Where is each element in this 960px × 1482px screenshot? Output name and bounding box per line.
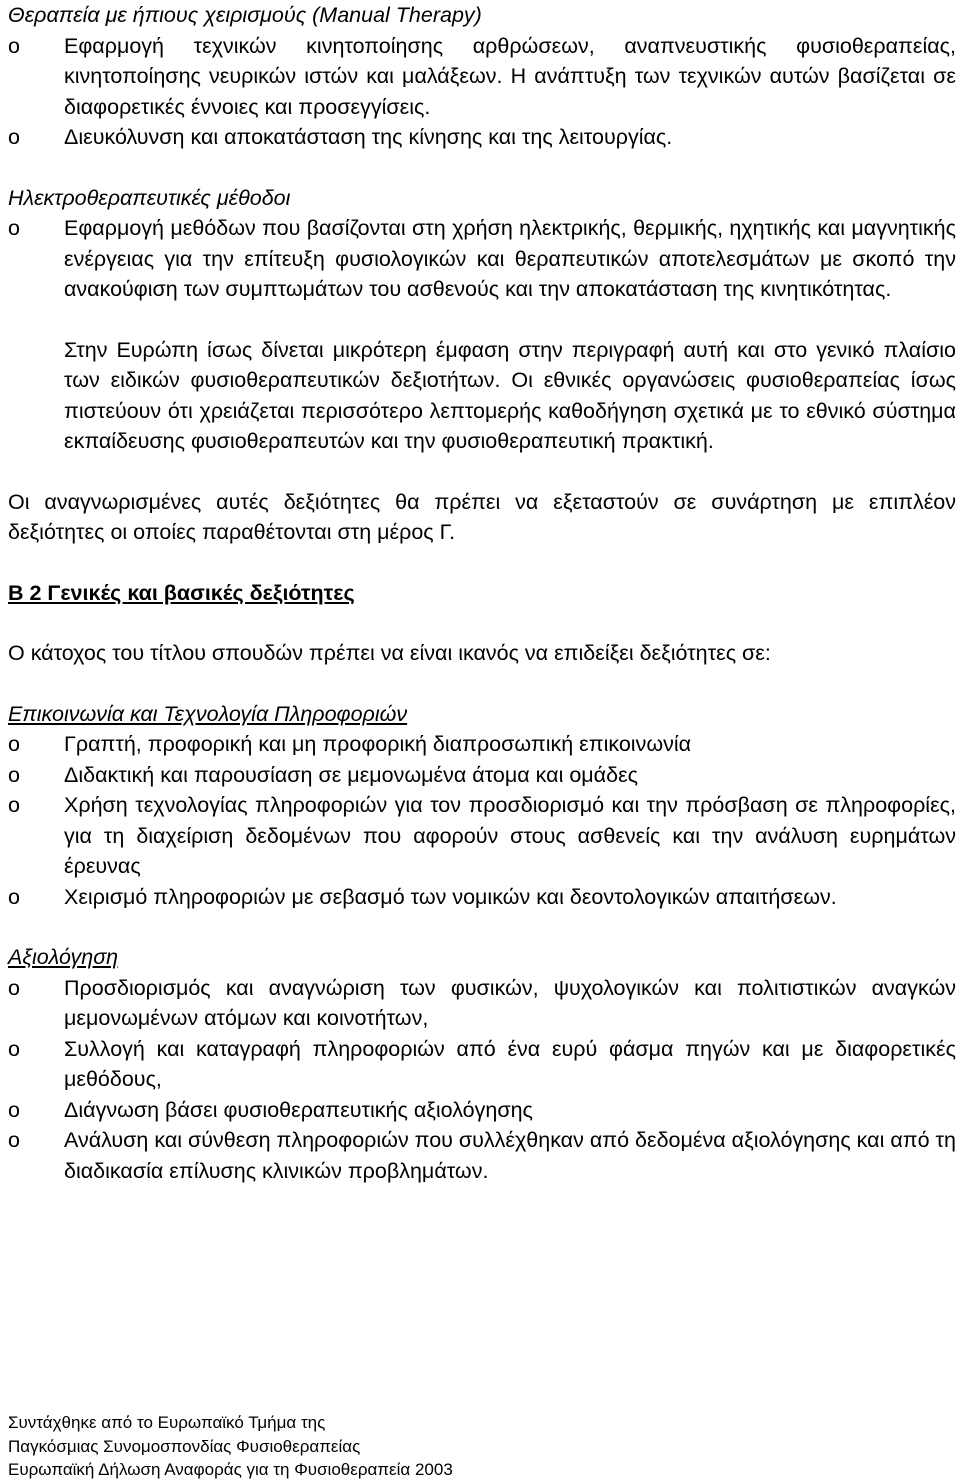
page-footer bbox=[8, 1411, 453, 1482]
list-item bbox=[8, 790, 956, 882]
list-item bbox=[8, 760, 956, 791]
footer-line: Συντάχθηκε από το Ευρωπαϊκό Τμήμα της bbox=[8, 1413, 326, 1432]
bullet-marker: o bbox=[8, 1036, 20, 1061]
bullet-marker: o bbox=[8, 732, 20, 756]
list-item-text: Γραπτή, προφορική και μη προφορική διαπροσωπική επικοινωνία bbox=[64, 732, 692, 756]
communication-list bbox=[8, 729, 956, 912]
section-manual-therapy bbox=[8, 0, 956, 153]
electrotherapy-list bbox=[8, 213, 956, 305]
communication-heading: Επικοινωνία και Τεχνολογία Πληροφοριών bbox=[8, 701, 408, 726]
document-page bbox=[8, 0, 956, 1186]
list-item bbox=[8, 1034, 956, 1095]
list-item bbox=[8, 729, 956, 760]
bullet-marker: o bbox=[8, 884, 20, 909]
list-item-text: Ανάλυση και σύνθεση πληροφοριών που συλλέχθηκαν από δεδομένα αξιολόγησης και από τη διαδικασία επίλυσης κλινικών προβλημάτων. bbox=[64, 1128, 956, 1183]
bullet-marker: o bbox=[8, 33, 20, 58]
list-item-text: Εφαρμογή τεχνικών κινητοποίησης αρθρώσεων, αναπνευστικής φυσιοθεραπείας, κινητοποίησης νευρικών ιστών και μαλάξεων. Η ανάπτυξη των τεχνικών αυτών βασίζεται σε διαφορετικές έννοιες και προσεγγίσεις. bbox=[64, 33, 956, 119]
electrotherapy-heading: Ηλεκτροθεραπευτικές μέθοδοι bbox=[8, 185, 291, 210]
bullet-marker: o bbox=[8, 1128, 20, 1152]
section-communication bbox=[8, 699, 956, 913]
assessment-list bbox=[8, 973, 956, 1187]
list-item-text: Εφαρμογή μεθόδων που βασίζονται στη χρήση ηλεκτρικής, θερμικής, ηχητικής και μαγνητικής ενέργειας για την επίτευξη φυσιολογικών και θεραπευτικών αποτελεσμάτων με σκοπό την ανακούφιση των συμπτωμάτων του ασθενούς και την αποκατάσταση της κινητικότητας. bbox=[64, 216, 956, 301]
section-b2-intro: Ο κάτοχος του τίτλου σπουδών πρέπει να είναι ικανός να επιδείξει δεξιότητες σε: bbox=[8, 641, 771, 665]
list-item-text: Διδακτική και παρουσίαση σε μεμονωμένα άτομα και ομάδες bbox=[64, 762, 639, 787]
bullet-marker: o bbox=[8, 793, 20, 817]
list-item-text: Συλλογή και καταγραφή πληροφοριών από ένα ευρύ φάσμα πηγών και με διαφορετικές μεθόδους, bbox=[64, 1036, 956, 1091]
bullet-marker: o bbox=[8, 762, 20, 787]
bullet-marker: o bbox=[8, 1097, 20, 1122]
list-item bbox=[8, 122, 956, 153]
assessment-heading: Αξιολόγηση bbox=[8, 945, 119, 969]
list-item bbox=[8, 31, 956, 123]
manual-therapy-heading: Θεραπεία με ήπιους χειρισμούς (Manual Therapy) bbox=[8, 3, 482, 27]
footer-line: Ευρωπαϊκή Δήλωση Αναφοράς για τη Φυσιοθεραπεία 2003 bbox=[8, 1460, 453, 1479]
bullet-marker: o bbox=[8, 216, 20, 240]
list-item-text: Διάγνωση βάσει φυσιοθεραπευτικής αξιολόγησης bbox=[64, 1097, 533, 1122]
list-item bbox=[8, 1125, 956, 1186]
section-electrotherapy bbox=[8, 183, 956, 305]
list-item bbox=[8, 213, 956, 305]
section-assessment bbox=[8, 942, 956, 1186]
recognized-skills-paragraph: Οι αναγνωρισμένες αυτές δεξιότητες θα πρέπει να εξεταστούν σε συνάρτηση με επιπλέον δεξιότητες οι οποίες παραθέτονται στη μέρος Γ. bbox=[8, 489, 956, 544]
section-b2-title: Β 2 Γενικές και βασικές δεξιότητες bbox=[8, 580, 355, 605]
list-item-text: Χρήση τεχνολογίας πληροφοριών για τον προσδιορισμό και την πρόσβαση σε πληροφορίες, για τη διαχείριση δεδομένων που αφορούν στους ασθενείς και την ανάλυση ευρημάτων έρευνας bbox=[64, 793, 956, 878]
list-item-text: Προσδιορισμός και αναγνώριση των φυσικών, ψυχολογικών και πολιτιστικών αναγκών μεμονωμένων ατόμων και κοινοτήτων, bbox=[64, 975, 956, 1030]
manual-therapy-list bbox=[8, 31, 956, 153]
bullet-marker: o bbox=[8, 125, 20, 149]
list-item-text: Χειρισμό πληροφοριών με σεβασμό των νομικών και δεοντολογικών απαιτήσεων. bbox=[64, 884, 837, 909]
list-item bbox=[8, 973, 956, 1034]
europe-note-paragraph: Στην Ευρώπη ίσως δίνεται μικρότερη έμφαση στην περιγραφή αυτή και στο γενικό πλαίσιο των ειδικών φυσιοθεραπευτικών δεξιοτήτων. Οι εθνικές οργανώσεις φυσιοθεραπείας ίσως πιστεύουν ότι χρειάζεται περισσότερο λεπτομερής καθοδήγηση σχετικά με το εθνικό σύστημα εκπαίδευσης φυσιοθεραπευτών και την φυσιοθεραπευτική πρακτική. bbox=[64, 337, 956, 453]
list-item-text: Διευκόλυνση και αποκατάσταση της κίνησης και της λειτουργίας. bbox=[64, 125, 673, 149]
list-item bbox=[8, 1095, 956, 1126]
footer-line: Παγκόσμιας Συνομοσπονδίας Φυσιοθεραπείας bbox=[8, 1436, 361, 1456]
list-item bbox=[8, 882, 956, 913]
bullet-marker: o bbox=[8, 975, 20, 1000]
